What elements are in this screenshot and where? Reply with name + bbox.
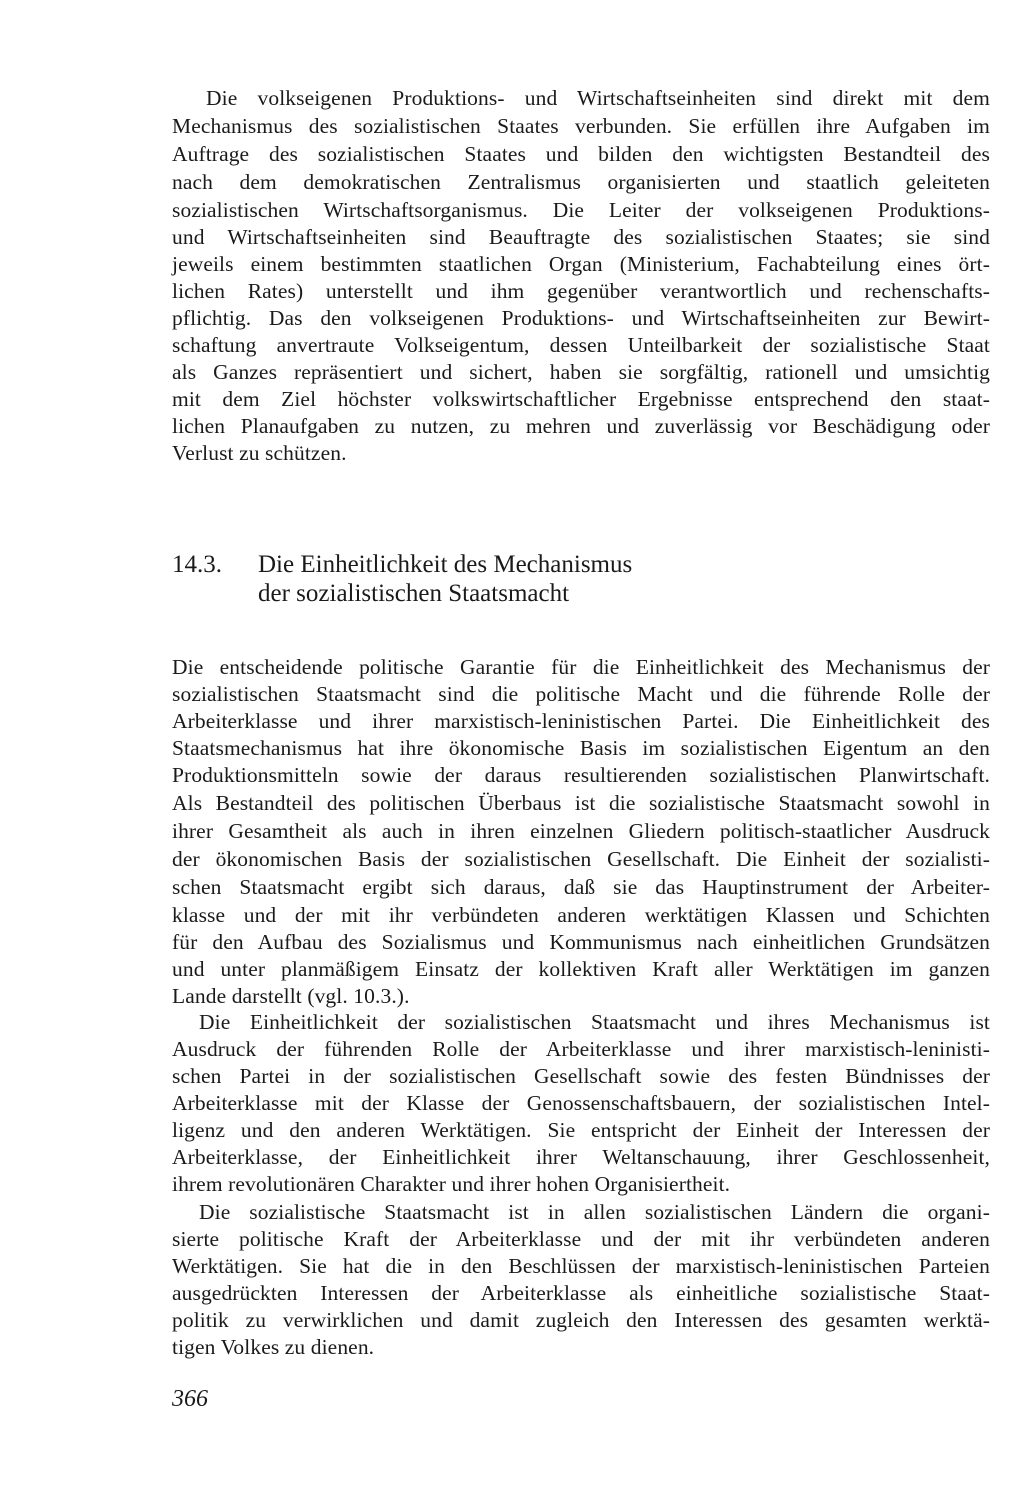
text-line: Werktätigen. Sie hat die in den Beschlüssen der marxistisch-leninistischen Parteien (172, 1254, 990, 1278)
text-line: sozialistischen Wirtschaftsorganismus. Die Leiter der volkseigenen Produktions- (172, 198, 990, 222)
text-line: schen Staatsmacht ergibt sich daraus, daß sie das Hauptinstrument der Arbeiter- (172, 875, 990, 899)
section-title-line-1: Die Einheitlichkeit des Mechanismus (258, 551, 633, 578)
text-line: tigen Volkes zu dienen. (172, 1335, 375, 1359)
text-line: Arbeiterklasse, der Einheitlichkeit ihrer Weltanschauung, ihrer Geschlossenheit, (172, 1145, 990, 1169)
text-line: schaftung anvertraute Volkseigentum, dessen Unteilbarkeit der sozialistische Staat (172, 333, 990, 357)
text-line: Auftrage des sozialistischen Staates und bilden den wichtigsten Bestandteil des (172, 142, 990, 166)
text-line: und unter planmäßigem Einsatz der kollektiven Kraft aller Werktätigen im ganzen (172, 957, 990, 981)
text-line: lichen Planaufgaben zu nutzen, zu mehren und zuverlässig vor Beschädigung oder (172, 414, 990, 438)
text-line: ihrer Gesamtheit als auch in ihren einzelnen Gliedern politisch-staatlicher Ausdruck (172, 819, 990, 843)
text-line: politik zu verwirklichen und damit zugleich den Interessen des gesamten werktä- (172, 1308, 990, 1332)
text-line: Mechanismus des sozialistischen Staates verbunden. Sie erfüllen ihre Aufgaben im (172, 114, 990, 138)
text-line: ligenz und den anderen Werktätigen. Sie entspricht der Einheit der Interessen der (172, 1118, 990, 1142)
text-line: mit dem Ziel höchster volkswirtschaftlicher Ergebnisse entsprechend den staat- (172, 387, 990, 411)
text-line: und Wirtschaftseinheiten sind Beauftragte des sozialistischen Staates; sie sind (172, 225, 990, 249)
text-line: als Ganzes repräsentiert und sichert, haben sie sorgfältig, rationell und umsichtig (172, 360, 990, 384)
text-line: Produktionsmitteln sowie der daraus resultierenden sozialistischen Planwirtschaft. (172, 763, 990, 787)
text-line: klasse und der mit ihr verbündeten anderen werktätigen Klassen und Schichten (172, 903, 990, 927)
page-number: 366 (172, 1386, 208, 1412)
text-line: Die Einheitlichkeit der sozialistischen Staatsmacht und ihres Mechanismus ist (199, 1010, 990, 1034)
text-line: jeweils einem bestimmten staatlichen Organ (Ministerium, Fachabteilung eines ört- (172, 252, 990, 276)
text-line: Verlust zu schützen. (172, 441, 347, 465)
text-line: ausgedrückten Interessen der Arbeiterklasse als einheitliche sozialistische Staat- (172, 1281, 990, 1305)
text-line: Die volkseigenen Produktions- und Wirtschaftseinheiten sind direkt mit dem (206, 86, 990, 110)
text-line: nach dem demokratischen Zentralismus organisierten und staatlich geleiteten (172, 170, 990, 194)
text-line: Staatsmechanismus hat ihre ökonomische Basis im sozialistischen Eigentum an den (172, 736, 990, 760)
text-line: schen Partei in der sozialistischen Gesellschaft sowie des festen Bündnisses der (172, 1064, 990, 1088)
text-line: sierte politische Kraft der Arbeiterklasse und der mit ihr verbündeten anderen (172, 1227, 990, 1251)
text-line: der ökonomischen Basis der sozialistischen Gesellschaft. Die Einheit der sozialisti- (172, 847, 990, 871)
text-line: Die entscheidende politische Garantie für die Einheitlichkeit des Mechanismus der (172, 655, 990, 679)
section-title-line-2: der sozialistischen Staatsmacht (258, 580, 570, 607)
text-line: Lande darstellt (vgl. 10.3.). (172, 984, 410, 1008)
text-line: ihrem revolutionären Charakter und ihrer hohen Organisiertheit. (172, 1172, 731, 1196)
text-line: pflichtig. Das den volkseigenen Produktions- und Wirtschaftseinheiten zur Bewirt- (172, 306, 990, 330)
text-line: sozialistischen Staatsmacht sind die politische Macht und die führende Rolle der (172, 682, 990, 706)
text-line: Arbeiterklasse und ihrer marxistisch-leninistischen Partei. Die Einheitlichkeit des (172, 709, 990, 733)
text-line: Arbeiterklasse mit der Klasse der Genossenschaftsbauern, der sozialistischen Intel- (172, 1091, 990, 1115)
text-line: lichen Rates) unterstellt und ihm gegenüber verantwortlich und rechenschafts- (172, 279, 990, 303)
text-line: Die sozialistische Staatsmacht ist in allen sozialistischen Ländern die organi- (199, 1200, 990, 1224)
text-line: Als Bestandteil des politischen Überbaus ist die sozialistische Staatsmacht sowohl in (172, 791, 990, 815)
text-line: für den Aufbau des Sozialismus und Kommunismus nach einheitlichen Grundsätzen (172, 930, 990, 954)
section-number: 14.3. (172, 551, 222, 578)
text-line: Ausdruck der führenden Rolle der Arbeiterklasse und ihrer marxistisch-leninisti- (172, 1037, 990, 1061)
